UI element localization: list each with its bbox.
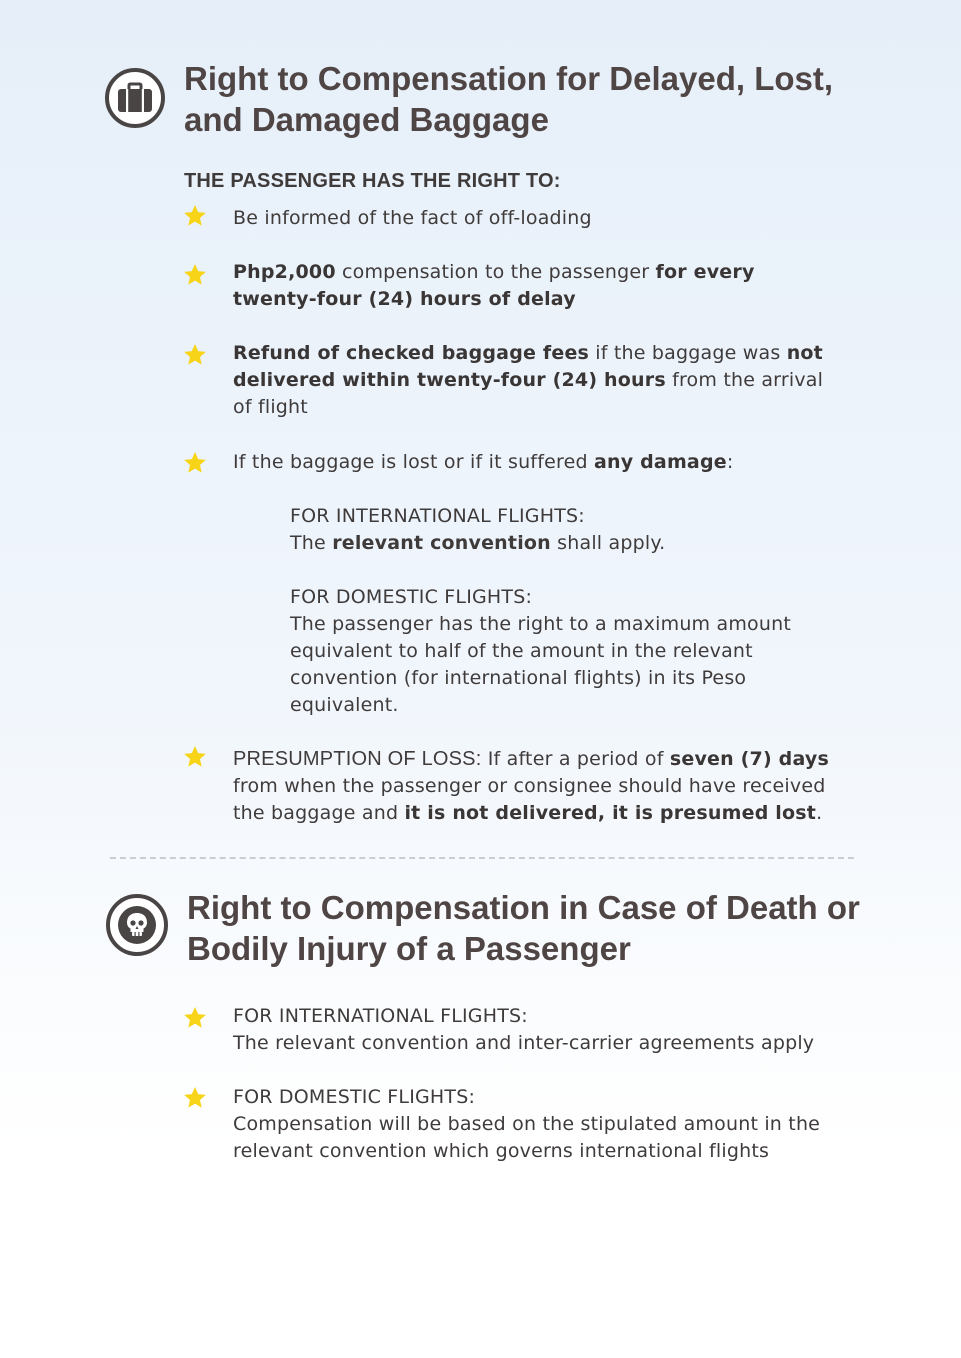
item-text: The relevant convention and inter-carrier agreements apply: [233, 1032, 815, 1054]
item-bold-text: not delivered within twenty-four (24) hours: [233, 342, 823, 391]
item-bold-text: any damage: [593, 451, 727, 473]
star-icon: [182, 1005, 208, 1031]
domestic-baggage-block: [290, 584, 810, 719]
item-text: from the arrival of flight: [233, 369, 824, 418]
item-text: If the baggage is lost or if it suffered: [233, 451, 594, 473]
star-icon: [182, 203, 208, 229]
international-heading: FOR INTERNATIONAL FLIGHTS:: [290, 505, 585, 527]
section-divider: [110, 857, 854, 859]
presumption-heading: PRESUMPTION OF LOSS:: [233, 748, 482, 770]
international-heading: FOR INTERNATIONAL FLIGHTS:: [233, 1005, 528, 1027]
skull-icon: [106, 894, 168, 956]
item-text: The: [290, 532, 333, 554]
list-item: [233, 205, 843, 232]
star-icon: [182, 262, 208, 288]
list-item: [233, 340, 833, 421]
section1-subheading: THE PASSENGER HAS THE RIGHT TO:: [184, 170, 561, 192]
list-item: [233, 746, 843, 827]
item-text: from when the passenger or consignee should have received the baggage and: [233, 775, 826, 824]
item-text: :: [726, 451, 734, 473]
item-bold-text: Php2,000: [233, 261, 336, 283]
item-text: .: [816, 802, 823, 824]
item-text: compensation to the passenger: [335, 261, 656, 283]
list-item: [233, 1084, 853, 1165]
section1-title: Right to Compensation for Delayed, Lost, and Damaged Baggage: [184, 60, 834, 138]
item-text: shall apply.: [550, 532, 666, 554]
item-bold-text: it is not delivered, it is presumed lost: [404, 802, 817, 824]
star-icon: [182, 744, 208, 770]
international-baggage-block: [290, 503, 820, 557]
item-bold-text: relevant convention: [332, 532, 551, 554]
list-item: [233, 259, 773, 313]
domestic-heading: FOR DOMESTIC FLIGHTS:: [290, 586, 533, 608]
item-text: Be informed of the fact of off-loading: [233, 207, 592, 229]
item-text: If after a period of: [481, 748, 670, 770]
section2-title: Right to Compensation in Case of Death or Bodily Injury of a Passenger: [187, 889, 860, 967]
item-text: if the baggage was: [589, 342, 787, 364]
domestic-text: The passenger has the right to a maximum amount equivalent to half of the amount in the relevant convention (for international flights) in its Peso equivalent.: [290, 613, 792, 716]
domestic-heading: FOR DOMESTIC FLIGHTS:: [233, 1086, 476, 1108]
list-item: [233, 449, 843, 476]
item-text: Compensation will be based on the stipulated amount in the relevant convention which governs international flights: [233, 1113, 821, 1162]
item-bold-text: for every twenty-four (24) hours of delay: [233, 261, 755, 310]
briefcase-icon: [105, 68, 165, 128]
star-icon: [182, 1085, 208, 1111]
item-bold-text: Refund of checked baggage fees: [233, 342, 590, 364]
star-icon: [182, 342, 208, 368]
international-text: [290, 530, 820, 557]
list-item: [233, 1003, 853, 1057]
star-icon: [182, 450, 208, 476]
item-bold-text: seven (7) days: [669, 748, 830, 770]
